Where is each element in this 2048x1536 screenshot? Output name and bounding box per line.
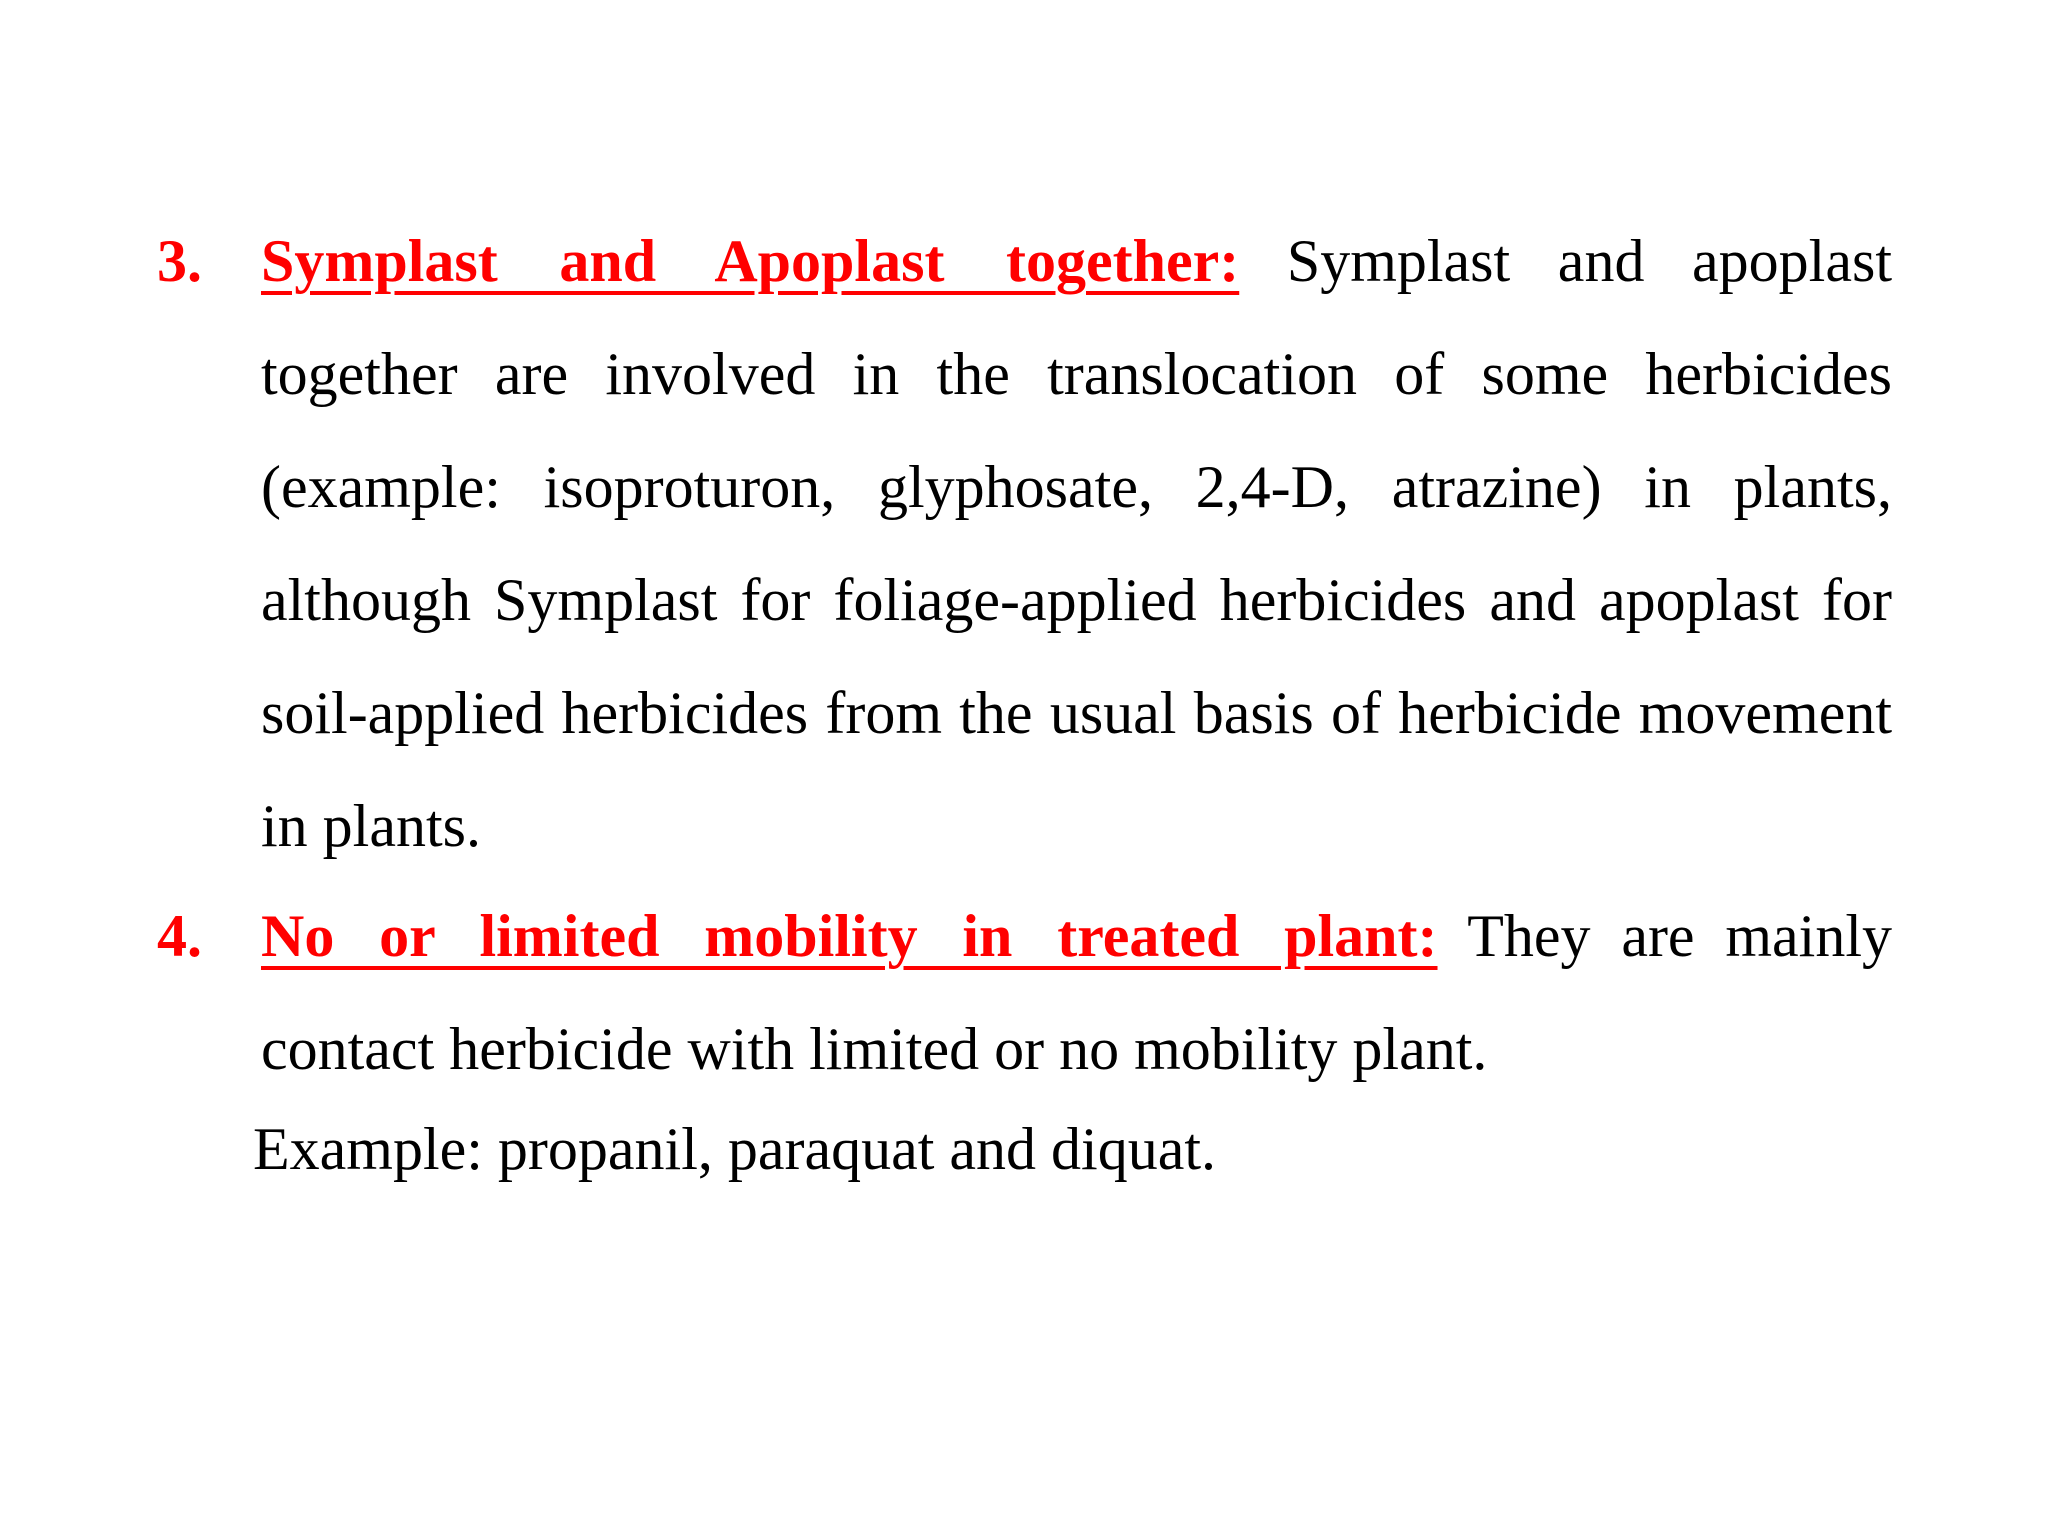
item-heading: Symplast and Apoplast together:	[261, 228, 1240, 294]
item-text: They are mainly contact herbicide with limited or no mobility plant.	[261, 903, 1892, 1082]
list-item-4	[157, 880, 1892, 1106]
item-body	[261, 205, 1892, 883]
list-item-3	[157, 205, 1892, 883]
item-body	[261, 880, 1892, 1106]
item-number: 3.	[157, 228, 202, 294]
item-number: 4.	[157, 903, 202, 969]
item-heading: No or limited mobility in treated plant:	[261, 903, 1438, 969]
example-line: Example: propanil, paraquat and diquat.	[253, 1116, 1217, 1182]
item-text: Symplast and apoplast together are involved in the translocation of some herbicides (example: isoproturon, glyphosate, 2,4-D, atrazine) in plants, although Symplast for foliage-applied herbicides and apoplast for soil-applied herbicides from the usual basis of herbicide movement in plants.	[261, 228, 1892, 859]
